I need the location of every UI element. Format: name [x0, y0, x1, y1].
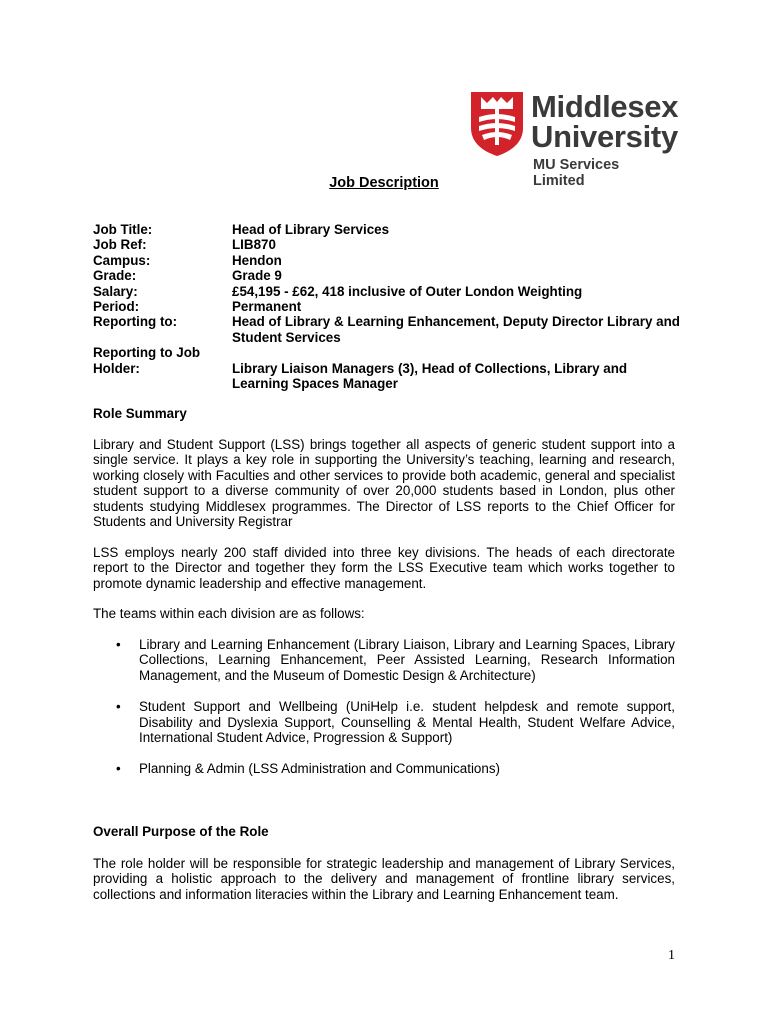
role-summary-title: Role Summary [93, 406, 187, 421]
overall-purpose-paragraph: The role holder will be responsible for strategic leadership and management of Library Services, providing a holistic approach to the delivery and management of frontline library services, collections and information literacies within the Library and Learning Enhancement team. [93, 856, 675, 902]
list-item [93, 761, 675, 776]
detail-label: Reporting to: [93, 314, 178, 330]
list-item-text: Student Support and Wellbeing (UniHelp i.e. student helpdesk and remote support, Disability and Dyslexia Support, Counselling & Mental Health, Student Welfare Advice, International Student Advice, Progression & Support) [139, 699, 675, 746]
detail-label: Job Ref: [93, 237, 147, 253]
list-item [93, 699, 675, 745]
detail-value: Hendon [232, 252, 282, 268]
brand-line-2: University [531, 119, 678, 154]
detail-row-reporting-to [93, 314, 683, 345]
bullet-icon: • [116, 699, 121, 715]
job-details [93, 222, 683, 391]
shield-crest-icon [471, 92, 523, 156]
teams-intro: The teams within each division are as follows: [93, 606, 365, 621]
detail-row-grade [93, 268, 683, 283]
list-item-text: Library and Learning Enhancement (Library Liaison, Library and Learning Spaces, Library Collections, Learning Enhancement, Peer Assisted Learning, Research Information Management, and the Museum of Domestic Design & Architecture) [139, 637, 675, 683]
detail-value: Permanent [232, 299, 302, 315]
detail-value: Head of Library Services [232, 222, 390, 237]
bullet-icon: • [116, 761, 121, 777]
detail-label: Job Title: [93, 222, 153, 237]
detail-value: LIB870 [232, 237, 276, 253]
detail-label: Salary: [93, 283, 138, 299]
overall-purpose-title: Overall Purpose of the Role [93, 824, 269, 839]
list-item [93, 637, 675, 683]
brand-line-1: Middlesex [531, 89, 679, 124]
detail-label: Grade: [93, 268, 137, 284]
detail-row-job-title [93, 222, 683, 237]
detail-value: Library Liaison Managers (3), Head of Collections, Library and Learning Spaces Manager [232, 360, 628, 392]
detail-row-salary [93, 284, 683, 299]
detail-label: Campus: [93, 252, 151, 268]
detail-value: Grade 9 [232, 268, 282, 284]
list-item-text: Planning & Admin (LSS Administration and Communications) [139, 761, 500, 777]
page-number: 1 [668, 948, 675, 963]
document-heading: Job Description [329, 175, 439, 191]
role-summary-paragraph-2: LSS employs nearly 200 staff divided into three key divisions. The heads of each directorate report to the Director and together they form the LSS Executive team which works together to promote dynamic leadership and effective management. [93, 545, 675, 591]
brand-subtitle: MU Services Limited [533, 157, 620, 189]
detail-row-period [93, 299, 683, 314]
detail-value: £54,195 - £62, 418 inclusive of Outer London Weighting [232, 283, 583, 299]
role-summary-paragraph-1: Library and Student Support (LSS) brings together all aspects of generic student support into a single service. It plays a key role in supporting the University’s teaching, learning and research, working closely with Faculties and other services to provide both academic, general and specialist student support to a diverse community of over 20,000 students based in London, plus other students studying Middlesex programmes. The Director of LSS reports to the Chief Officer for Students and University Registrar [93, 437, 675, 530]
brand-name [531, 89, 679, 154]
detail-row-job-ref [93, 237, 683, 252]
detail-row-campus [93, 253, 683, 268]
detail-label: Reporting to Job Holder: [93, 345, 201, 376]
university-logo [471, 89, 679, 189]
detail-row-reporting-to-job-holder [93, 345, 683, 391]
detail-value: Head of Library & Learning Enhancement, Deputy Director Library and Student Services [232, 314, 680, 345]
bullet-icon: • [116, 637, 121, 652]
detail-label: Period: [93, 299, 140, 315]
teams-list [93, 637, 675, 793]
